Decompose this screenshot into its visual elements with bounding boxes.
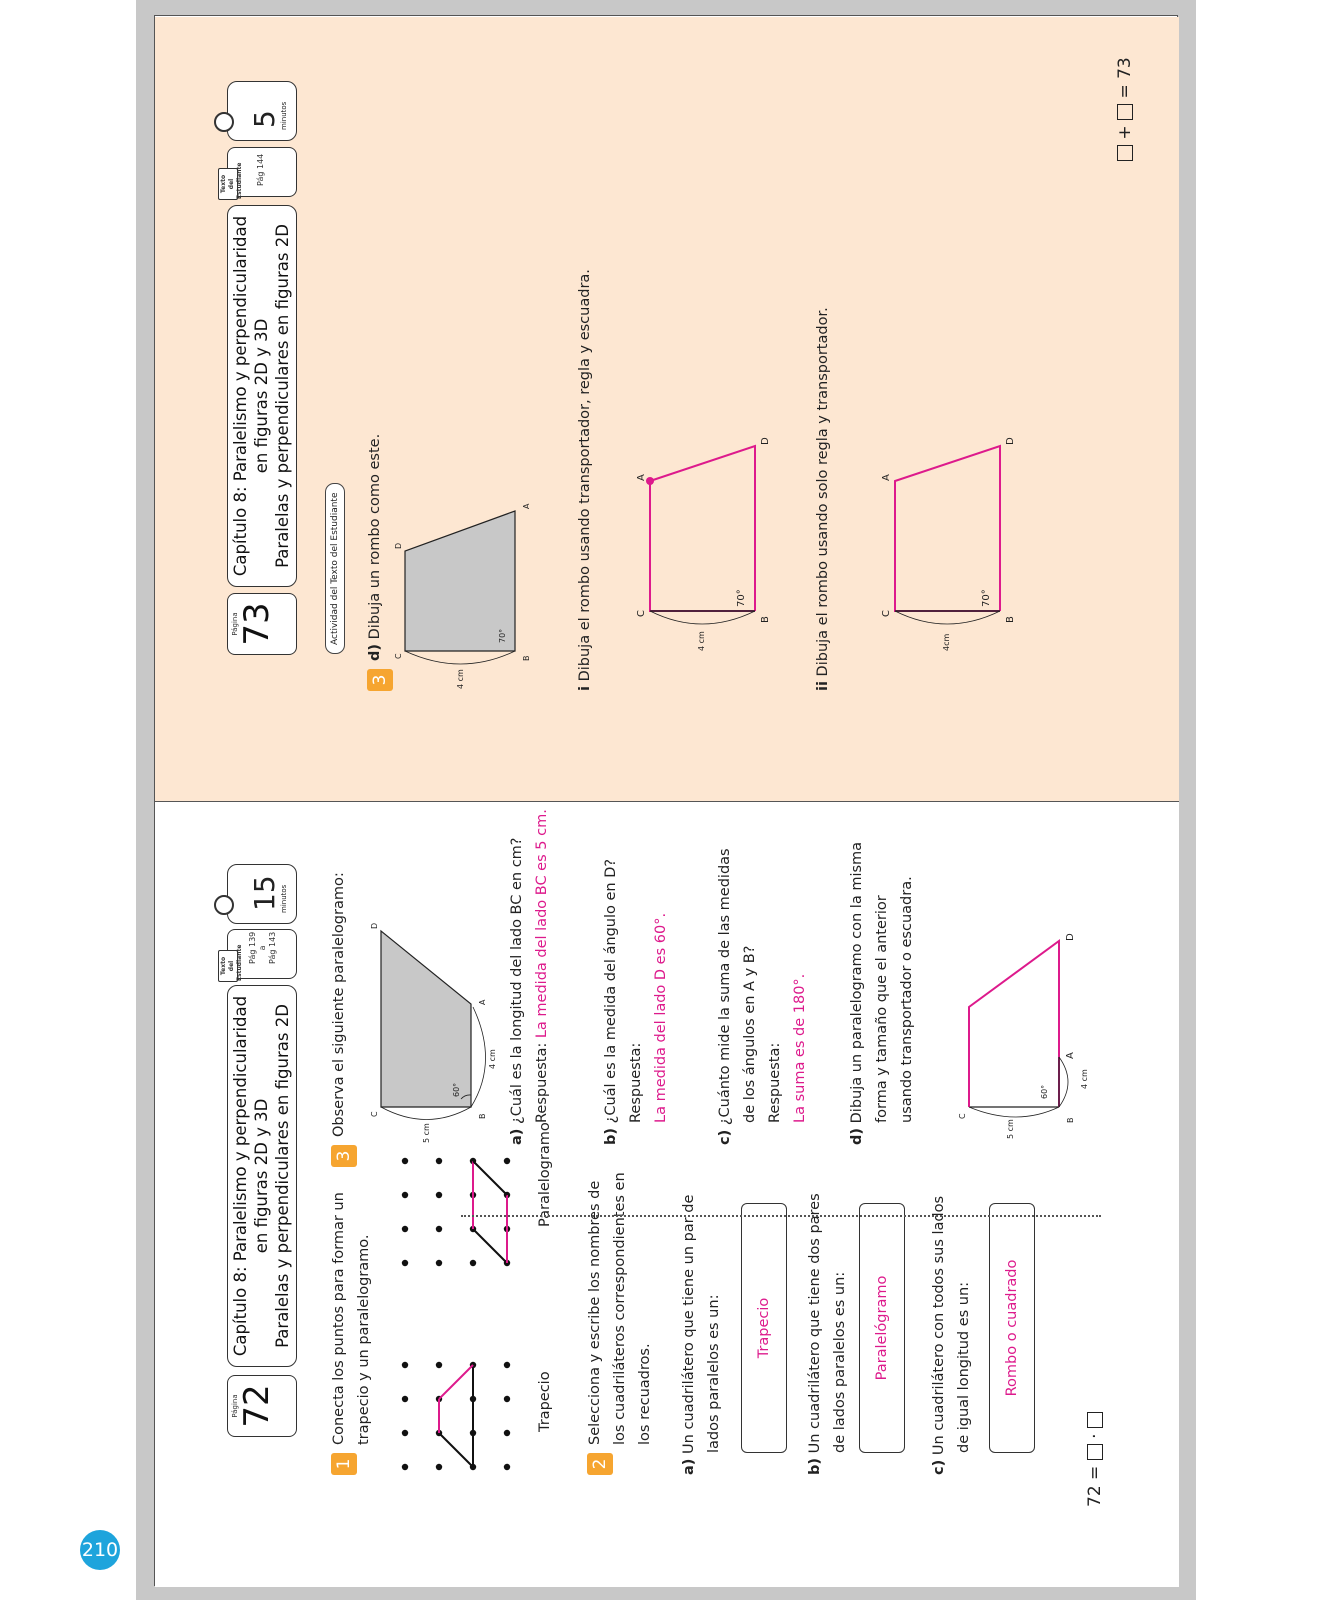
q3a — [505, 809, 555, 1145]
vertex-a: A — [478, 999, 487, 1005]
drawn-arc-5cm — [969, 1107, 1059, 1117]
q3c-line-1: ¿Cuánto mide la suma de las medidas — [717, 848, 733, 1126]
grid-dot[interactable] — [402, 1430, 408, 1436]
grid-dot[interactable] — [402, 1362, 408, 1368]
q3c-answer: La suma es de 180°. — [792, 973, 808, 1123]
q3d-line-3: usando transportador o escuadra. — [899, 876, 915, 1123]
student-text-badge: Texto del Estudiante — [220, 944, 243, 981]
blank-square[interactable] — [1087, 1412, 1103, 1428]
q3b — [599, 859, 674, 1145]
parallelogram-shape — [381, 931, 471, 1107]
rhombus-i-label-70: 70° — [736, 589, 747, 607]
grid-dot[interactable] — [504, 1396, 510, 1402]
connect-line — [439, 1365, 473, 1399]
minutes-value: 15 — [248, 875, 281, 911]
label-5cm: 5 cm — [422, 1123, 431, 1143]
rhombus-ii-vertex-b: B — [1005, 616, 1016, 623]
label-trapecio: Trapecio — [537, 1371, 553, 1432]
q3c-line-2: de los ángulos en A y B? — [742, 945, 758, 1123]
time-box — [227, 81, 297, 141]
page-ref-sep: a — [258, 945, 267, 951]
minutes-label: minutos — [280, 101, 288, 130]
drawn-vertex-a: A — [1065, 1052, 1076, 1059]
grid-dot[interactable] — [436, 1158, 442, 1164]
q3-badge: 3 — [367, 669, 393, 691]
rhombus-i-vertex-a: A — [636, 474, 647, 481]
rhombus-ii-pink — [895, 446, 1000, 611]
q2-line-2: los cuadriláteros correspondientes en — [612, 1172, 628, 1445]
formula-72-lhs: 72 = — [1085, 1465, 1105, 1507]
rhombus-i-point-a — [646, 477, 654, 485]
rhombus-ii-vertex-d: D — [1005, 437, 1016, 445]
q3d-text — [363, 434, 388, 661]
vertex-c: C — [370, 1111, 379, 1117]
grid-dot[interactable] — [402, 1464, 408, 1470]
page-number-box — [227, 1375, 297, 1437]
activity-tag: Actividad del Texto del Estudiante — [325, 483, 345, 654]
q3c-answer-label: Respuesta: — [767, 1042, 783, 1123]
blank-square[interactable] — [1087, 1444, 1103, 1460]
rhombus-vertex-c: C — [394, 653, 403, 659]
page-ref-end: Pág 143 — [268, 931, 277, 964]
grid-dot[interactable] — [402, 1192, 408, 1198]
student-text-badge: Texto del Estudiante — [220, 162, 243, 199]
rhombus-label-4cm: 4 cm — [456, 669, 465, 689]
grid-dot[interactable] — [470, 1260, 476, 1266]
q3d-line-1: Dibuja un paralelogramo con la misma — [849, 841, 865, 1124]
q1-line-1: Conecta los puntos para formar un — [331, 1192, 347, 1445]
rhombus-i-arc — [650, 611, 755, 624]
side-arc-4cm — [471, 1007, 486, 1107]
q2a-line-2: lados paralelos es un: — [706, 1294, 722, 1453]
chapter-title — [227, 205, 297, 587]
q2-badge: 2 — [587, 1453, 613, 1475]
q2b-answer-box[interactable]: Paralelógramo — [859, 1203, 905, 1453]
drawn-vertex-b: B — [1066, 1117, 1075, 1123]
q3c-letter: c) — [717, 1129, 733, 1145]
rhombus-i-label-4cm: 4 cm — [697, 631, 706, 651]
q3d-line-2: forma y tamaño que el anterior — [874, 895, 890, 1123]
qii-text — [811, 307, 836, 691]
page-72 — [155, 802, 1179, 1587]
title-line-1: Capítulo 8: Paralelismo y perpendicularidad — [231, 995, 250, 1357]
q3a-answer: La medida del lado BC es 5 cm. — [534, 809, 550, 1039]
q2a-answer-box[interactable]: Trapecio — [741, 1203, 787, 1453]
q3b-answer: La medida del lado D es 60°. — [653, 912, 669, 1123]
grid-dot[interactable] — [436, 1192, 442, 1198]
grid-dot[interactable] — [504, 1430, 510, 1436]
q2c-line-2: de igual longitud es un: — [956, 1281, 972, 1453]
vertex-b: B — [478, 1113, 487, 1119]
rhombus-ii-vertex-a: A — [881, 474, 892, 481]
title-line-3: Paralelas y perpendiculares en figuras 2D — [273, 1004, 292, 1348]
rhombus-vertex-d: D — [394, 542, 403, 549]
grid-dot[interactable] — [436, 1362, 442, 1368]
drawn-pink-sides — [969, 941, 1059, 1107]
q2a-line-1: Un cuadrilátero que tiene un par de — [681, 1194, 697, 1454]
label-4cm: 4 cm — [488, 1049, 497, 1069]
page-label: Página — [231, 1394, 239, 1418]
rotated-content — [155, 16, 1179, 1587]
title-line-3: Paralelas y perpendiculares en figuras 2D — [273, 224, 292, 568]
drawn-vertex-c: C — [958, 1113, 967, 1119]
q3b-question: ¿Cuál es la medida del ángulo en D? — [603, 858, 619, 1124]
drawn-label-4cm: 4 cm — [1080, 1069, 1089, 1089]
q2b-letter: b) — [807, 1457, 823, 1475]
rhombus-ii-label-70: 70° — [981, 589, 992, 607]
rhombus-label-70: 70° — [498, 628, 507, 643]
grid-dot[interactable] — [402, 1396, 408, 1402]
parallelogram-figure — [367, 897, 497, 1143]
q3-text: Observa el siguiente paralelogramo: — [331, 872, 347, 1137]
page-number-badge — [80, 1530, 120, 1570]
blank-square[interactable] — [1117, 104, 1133, 120]
page-num: 73 — [237, 602, 277, 646]
chapter-title — [227, 985, 297, 1367]
student-text-ref — [220, 929, 297, 981]
qii-question: Dibuja el rombo usando solo regla y transportador. — [815, 307, 831, 677]
title-line-1: Capítulo 8: Paralelismo y perpendicularidad — [231, 215, 250, 577]
clock-icon — [214, 895, 234, 915]
rhombus-arc — [405, 651, 515, 664]
drawn-parallelogram — [947, 887, 1089, 1139]
label-angle-60: 60° — [452, 1082, 461, 1097]
q2-text — [583, 1172, 658, 1445]
page-ref: Pág 144 — [256, 153, 265, 186]
page-number: 210 — [81, 1539, 119, 1561]
dot-grid-paralelogramo — [402, 1158, 510, 1266]
title-line-2: en figuras 2D y 3D — [252, 1098, 271, 1254]
connect-line — [473, 1161, 507, 1195]
grid-dot[interactable] — [436, 1260, 442, 1266]
rhombus-ii-arc — [895, 611, 1000, 624]
dot-grids — [395, 1227, 545, 1477]
rhombus-vertex-b: B — [522, 655, 531, 661]
rhombus-i-vertex-b: B — [760, 616, 771, 623]
page-ref-start: Pág 139 — [248, 931, 257, 964]
q3-badge: 3 — [331, 1145, 357, 1167]
qii-roman: ii — [815, 681, 831, 691]
drawn-arc-4cm — [1059, 1057, 1068, 1107]
grid-dot[interactable] — [402, 1260, 408, 1266]
rhombus-drawing-ii — [855, 301, 1025, 651]
q3a-question: ¿Cuál es la longitud del lado BC en cm? — [509, 837, 525, 1124]
q2a-letter: a) — [681, 1458, 697, 1475]
q3d-letter: d) — [849, 1127, 865, 1145]
drawn-label-5cm: 5 cm — [1006, 1119, 1015, 1139]
time-box — [227, 864, 297, 924]
formula-73-rhs: = 73 — [1115, 57, 1135, 99]
q2-line-3: los recuadros. — [637, 1343, 653, 1445]
connect-line — [473, 1229, 507, 1263]
grid-dot[interactable] — [402, 1158, 408, 1164]
formula-72 — [1085, 1412, 1105, 1507]
q2c-line-1: Un cuadrilátero con todos sus lados — [931, 1195, 947, 1456]
q3d-question: Dibuja un rombo como este. — [367, 433, 383, 640]
q3b-letter: b) — [603, 1127, 619, 1145]
rhombus-i-vertex-c: C — [636, 610, 647, 617]
worksheet-spread — [154, 15, 1178, 1586]
minutes-value: 5 — [248, 110, 281, 128]
q2a — [677, 1195, 727, 1475]
blank-square[interactable] — [1117, 145, 1133, 161]
rhombus-i-pink — [650, 446, 755, 611]
grid-dot[interactable] — [402, 1226, 408, 1232]
q2b — [803, 1193, 853, 1475]
grid-dot[interactable] — [504, 1158, 510, 1164]
qi-text — [573, 269, 598, 691]
page-label: Página — [231, 612, 239, 636]
q2b-line-1: Un cuadrilátero que tiene dos pares — [807, 1193, 823, 1454]
rhombus-figure — [394, 441, 535, 689]
page-73 — [155, 17, 1179, 802]
grid-dot[interactable] — [504, 1362, 510, 1368]
q2c — [927, 1196, 977, 1475]
q1-line-2: trapecio y un paralelogramo. — [356, 1234, 372, 1445]
formula-73 — [1115, 57, 1135, 161]
q1-text — [327, 1192, 377, 1445]
rhombus-ii-label-4cm: 4cm — [942, 633, 951, 651]
q3a-letter: a) — [509, 1128, 525, 1145]
rhombus-ii-vertex-c: C — [881, 610, 892, 617]
minutes-label: minutos — [280, 884, 288, 913]
q3b-answer-label: Respuesta: — [628, 1042, 644, 1123]
clock-icon — [214, 112, 234, 132]
side-arc-5cm — [381, 1107, 471, 1120]
dot-grid-trapecio — [402, 1362, 510, 1470]
q2b-line-2: de lados paralelos es un: — [832, 1271, 848, 1453]
title-line-2: en figuras 2D y 3D — [252, 318, 271, 474]
drawn-vertex-d: D — [1065, 933, 1076, 941]
qi-roman: i — [577, 686, 593, 691]
rhombus-vertex-a: A — [522, 503, 531, 509]
page-number-box — [227, 593, 297, 655]
connect-line — [439, 1433, 473, 1467]
grid-dot[interactable] — [504, 1464, 510, 1470]
qi-question: Dibuja el rombo usando transportador, regla y escuadra. — [577, 269, 593, 682]
label-paralelogramo: Paralelogramo — [537, 1122, 553, 1227]
q3d — [845, 842, 920, 1145]
drawn-label-60: 60° — [1040, 1084, 1049, 1099]
student-text-ref — [220, 147, 297, 199]
q2-line-1: Selecciona y escribe los nombres de — [587, 1180, 603, 1445]
grid-dot[interactable] — [436, 1464, 442, 1470]
q3a-answer-label: Respuesta: — [534, 1042, 550, 1123]
formula-73-op: + — [1115, 125, 1135, 140]
page-num: 72 — [237, 1384, 277, 1428]
q3c — [713, 848, 813, 1145]
q2c-answer-box[interactable]: Rombo o cuadrado — [989, 1203, 1035, 1453]
rhombus-drawing-i — [610, 301, 780, 651]
dotted-separator — [461, 1215, 1101, 1217]
grid-dot[interactable] — [436, 1226, 442, 1232]
q2c-letter: c) — [931, 1459, 947, 1475]
rhombus-i-vertex-d: D — [760, 437, 771, 445]
q1-badge: 1 — [331, 1453, 357, 1475]
q3d-letter: d) — [367, 643, 383, 661]
formula-72-op: · — [1085, 1433, 1105, 1439]
vertex-d: D — [370, 922, 379, 929]
